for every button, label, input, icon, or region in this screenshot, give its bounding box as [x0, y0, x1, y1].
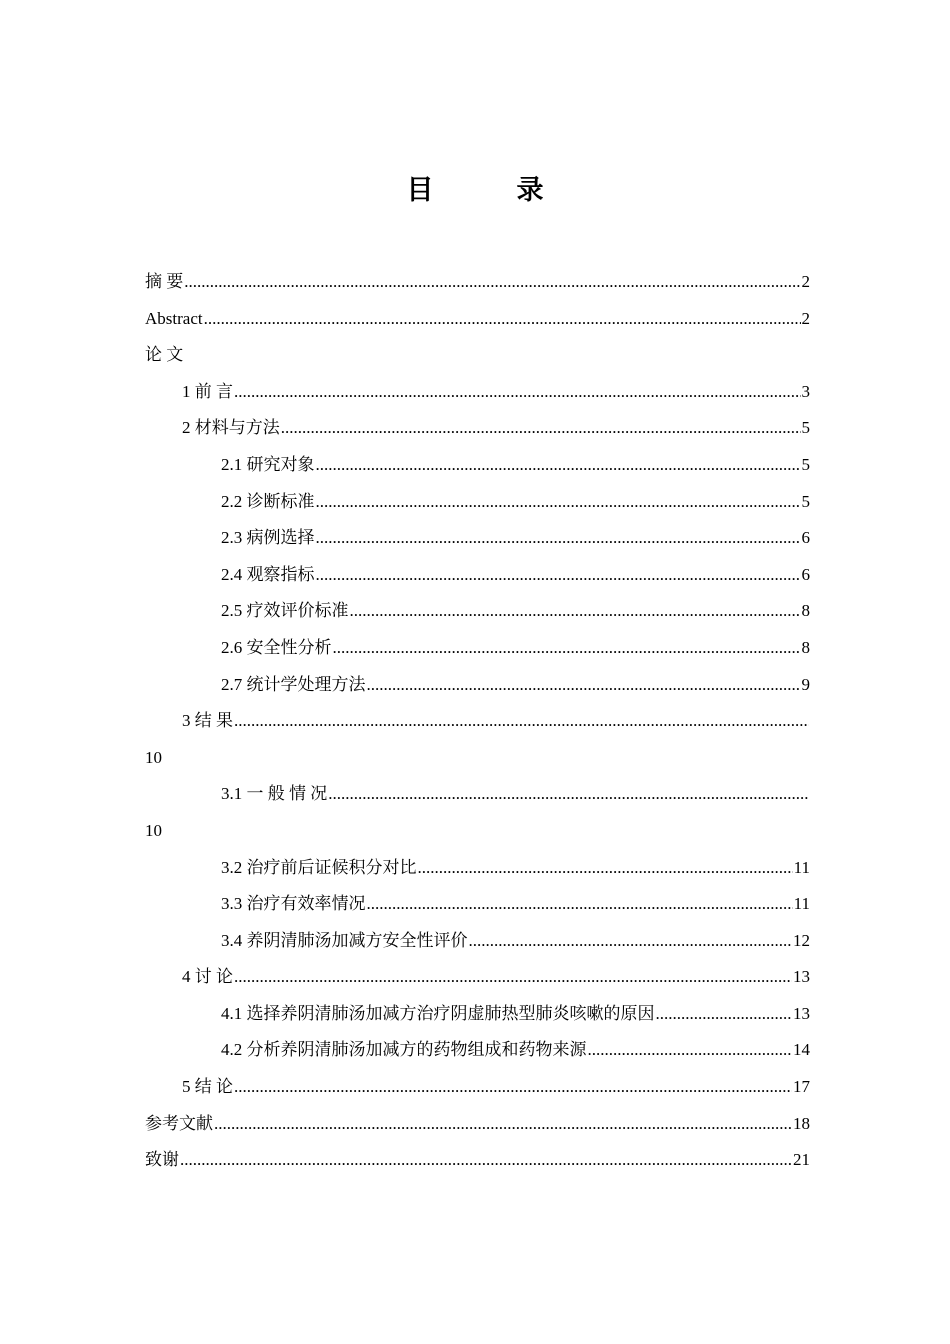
dot-leader [214, 1106, 792, 1143]
toc-entry[interactable] [145, 959, 810, 996]
toc-entry-page-number: 2 [801, 272, 810, 291]
toc-entry-page-number: 21 [793, 1150, 810, 1170]
toc-entry[interactable] [145, 447, 810, 484]
toc-entry-page-number: 11 [793, 857, 810, 877]
toc-entry[interactable] [145, 923, 810, 960]
dot-leader [328, 776, 809, 813]
toc-entry[interactable] [145, 776, 810, 813]
toc-entry[interactable] [145, 337, 810, 374]
dot-leader [333, 630, 801, 667]
toc-entry[interactable] [145, 520, 810, 557]
toc-entry-label: 3.3 治疗有效率情况 [221, 894, 366, 914]
toc-entry-label: 参考文献 [145, 1113, 213, 1133]
toc-entry-page-number: 13 [793, 1003, 810, 1023]
toc-entry-label: 摘 要 [145, 272, 184, 291]
toc-entry-page-number: 6 [801, 528, 810, 548]
dot-leader [234, 703, 809, 740]
toc-entry-page-number: 9 [801, 674, 810, 694]
toc-entry-label: 2.4 观察指标 [221, 564, 315, 584]
toc-entry-page-number: 5 [801, 418, 810, 438]
toc-entry-label: 1 前 言 [182, 381, 233, 401]
toc-entry-page-number: 12 [793, 930, 810, 950]
toc-entry[interactable] [145, 667, 810, 704]
toc-entry-label: 2.7 统计学处理方法 [221, 674, 366, 694]
toc-entry-page-number: 11 [793, 894, 810, 914]
toc-entry-page-number: 6 [801, 564, 810, 584]
toc-entry-page-number: 8 [801, 601, 810, 621]
toc-entry[interactable] [145, 886, 810, 923]
toc-entry-label: 2.6 安全性分析 [221, 637, 332, 657]
dot-leader [367, 667, 801, 704]
dot-leader [281, 410, 801, 447]
toc-entry-label: 2.2 诊断标准 [221, 491, 315, 511]
toc-entry[interactable] [145, 1032, 810, 1069]
dot-leader [316, 484, 801, 521]
toc-entry-label: 4 讨 论 [182, 967, 233, 987]
toc-entry-page-number: 18 [793, 1113, 810, 1133]
toc-entry-label: 2.1 研究对象 [221, 454, 315, 474]
toc-entry[interactable] [145, 410, 810, 447]
toc-entry-label: 3.2 治疗前后证候积分对比 [221, 857, 417, 877]
toc-entry-label: 2.5 疗效评价标准 [221, 601, 349, 621]
toc-entry[interactable] [145, 996, 810, 1033]
toc-title: 目 录 [406, 175, 572, 206]
toc-entry[interactable] [145, 301, 810, 338]
dot-leader [316, 557, 801, 594]
dot-leader [184, 264, 800, 301]
toc-entry[interactable] [145, 850, 810, 887]
dot-leader [367, 886, 793, 923]
toc-entry-label: 5 结 论 [182, 1077, 233, 1097]
dot-leader [469, 923, 793, 960]
toc-entry-page-number: 8 [801, 637, 810, 657]
toc-entry[interactable] [145, 630, 810, 667]
toc-entry-page-number: 10 [145, 820, 162, 840]
toc-entry[interactable] [145, 1106, 810, 1143]
toc-entry[interactable] [145, 374, 810, 411]
dot-leader [234, 1069, 792, 1106]
dot-leader [350, 593, 801, 630]
dot-leader [204, 301, 801, 338]
toc-entry-label: 致谢 [145, 1150, 179, 1170]
dot-leader [588, 1032, 793, 1069]
toc-entry[interactable] [145, 1069, 810, 1106]
dot-leader [656, 996, 793, 1033]
toc-entry-page-number: 14 [793, 1040, 810, 1060]
toc-entry-page-number: 5 [801, 454, 810, 474]
toc-entry-label: 2 材料与方法 [182, 418, 280, 438]
toc-entry-page-number: 3 [801, 381, 810, 401]
toc-entry-page-number: 10 [145, 747, 162, 767]
toc-entry-label: 3 结 果 [182, 711, 233, 731]
toc-entry-page-number: 5 [801, 491, 810, 511]
toc-entry-label: 2.3 病例选择 [221, 528, 315, 548]
toc-entry[interactable] [145, 703, 810, 740]
toc-entry-page-number: 17 [793, 1077, 810, 1097]
dot-leader [316, 447, 801, 484]
toc-entry-label: Abstract [145, 308, 203, 328]
toc-entry-page-number: 2 [801, 308, 810, 328]
dot-leader [234, 959, 792, 996]
dot-leader [316, 520, 801, 557]
toc-entry-label: 3.1 一 般 情 况 [221, 784, 328, 804]
toc-entry[interactable] [145, 484, 810, 521]
toc-entry-label: 3.4 养阴清肺汤加减方安全性评价 [221, 930, 468, 950]
toc-entry-label: 论 文 [145, 345, 184, 365]
toc-entry[interactable] [145, 1142, 810, 1179]
toc-entry[interactable] [145, 264, 810, 301]
toc-entry[interactable] [145, 557, 810, 594]
toc-entry-page-number: 13 [793, 967, 810, 987]
toc-entry-label: 4.1 选择养阴清肺汤加减方治疗阴虚肺热型肺炎咳嗽的原因 [221, 1003, 655, 1023]
toc-entry[interactable] [145, 593, 810, 630]
table-of-contents [145, 264, 810, 1179]
dot-leader [180, 1142, 792, 1179]
toc-entry-label: 4.2 分析养阴清肺汤加减方的药物组成和药物来源 [221, 1040, 587, 1060]
dot-leader [418, 850, 793, 887]
dot-leader [234, 374, 801, 411]
